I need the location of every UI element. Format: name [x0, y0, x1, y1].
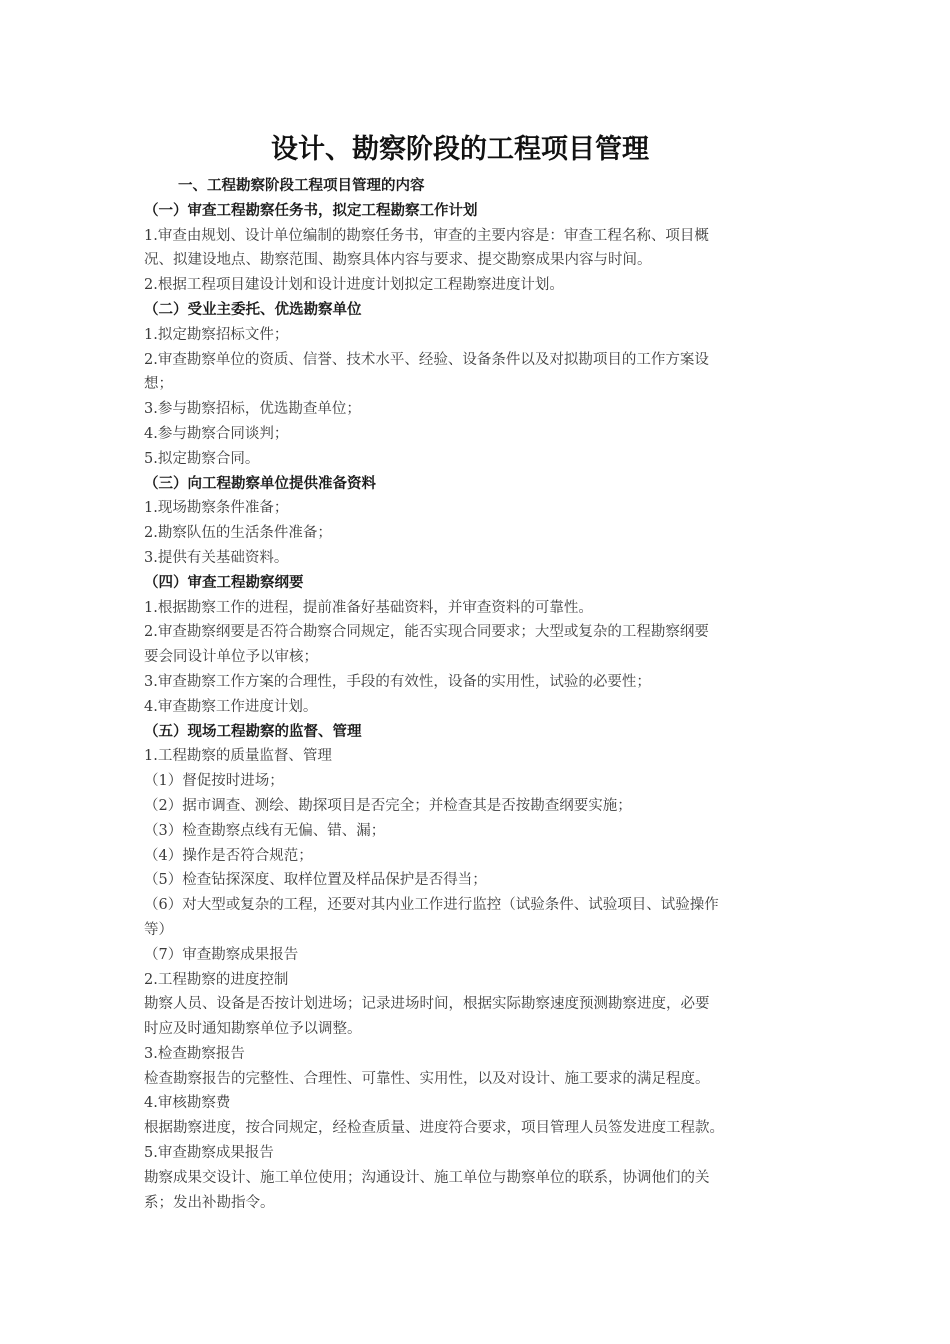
text-line: 况、拟建设地点、勘察范围、勘察具体内容与要求、提交勘察成果内容与时间。: [144, 252, 652, 269]
text-line: 想；: [144, 376, 173, 393]
text-line: 2.工程勘察的进度控制: [144, 971, 289, 988]
section-heading: 一、工程勘察阶段工程项目管理的内容: [178, 177, 425, 194]
section-heading: （四）审查工程勘察纲要: [144, 573, 304, 591]
text-line: 时应及时通知勘察单位予以调整。: [144, 1021, 362, 1038]
text-line: 要会同设计单位予以审核；: [144, 649, 318, 666]
text-line: 1.拟定勘察招标文件；: [144, 326, 289, 343]
text-line: 勘察人员、设备是否按计划进场；记录进场时间，根据实际勘察速度预测勘察进度，必要: [144, 996, 710, 1013]
text-line: 5.审查勘察成果报告: [144, 1145, 274, 1162]
text-line: （7）审查勘察成果报告: [144, 946, 299, 963]
section-heading: （一）审查工程勘察任务书，拟定工程勘察工作计划: [144, 201, 478, 219]
text-line: 1.现场勘察条件准备；: [144, 500, 289, 517]
text-line: （3）检查勘察点线有无偏、错、漏；: [144, 822, 386, 839]
text-line: 1.工程勘察的质量监督、管理: [144, 748, 332, 765]
text-line: 1.根据勘察工作的进程，提前准备好基础资料，并审查资料的可靠性。: [144, 599, 593, 616]
text-line: （6）对大型或复杂的工程，还要对其内业工作进行监控（试验条件、试验项目、试验操作: [144, 897, 719, 914]
text-line: 4.参与勘察合同谈判；: [144, 425, 289, 442]
section-heading: （二）受业主委托、优选勘察单位: [144, 300, 362, 318]
text-line: 4.审核勘察费: [144, 1095, 231, 1112]
text-line: 检查勘察报告的完整性、合理性、可靠性、实用性，以及对设计、施工要求的满足程度。: [144, 1070, 710, 1087]
text-line: 3.提供有关基础资料。: [144, 549, 289, 566]
text-line: 等）: [144, 921, 173, 938]
document-body: [144, 174, 812, 1215]
section-heading: （三）向工程勘察单位提供准备资料: [144, 474, 376, 492]
text-line: 系；发出补勘指令。: [144, 1194, 275, 1211]
text-line: 4.审查勘察工作进度计划。: [144, 698, 318, 715]
text-line: 3.检查勘察报告: [144, 1045, 245, 1062]
text-line: 根据勘察进度，按合同规定，经检查质量、进度符合要求，项目管理人员签发进度工程款。: [144, 1120, 724, 1137]
text-line: 3.审查勘察工作方案的合理性，手段的有效性，设备的实用性，试验的必要性；: [144, 673, 651, 690]
text-line: 1.审查由规划、设计单位编制的勘察任务书，审查的主要内容是：审查工程名称、项目概: [144, 227, 709, 244]
text-line: 2.审查勘察纲要是否符合勘察合同规定，能否实现合同要求；大型或复杂的工程勘察纲要: [144, 624, 709, 641]
text-line: （4）操作是否符合规范；: [144, 847, 313, 864]
text-line: （1）督促按时进场；: [144, 773, 284, 790]
text-line: 5.拟定勘察合同。: [144, 450, 260, 467]
text-line: 2.审查勘察单位的资质、信誉、技术水平、经验、设备条件以及对拟勘项目的工作方案设: [144, 351, 709, 368]
text-line: 勘察成果交设计、施工单位使用；沟通设计、施工单位与勘察单位的联系，协调他们的关: [144, 1169, 710, 1186]
text-line: 3.参与勘察招标，优选勘查单位；: [144, 401, 361, 418]
section-heading: （五）现场工程勘察的监督、管理: [144, 722, 362, 740]
text-line: （5）检查钻探深度、取样位置及样品保护是否得当；: [144, 872, 487, 889]
text-line: （2）据市调查、测绘、勘探项目是否完全；并检查其是否按勘查纲要实施；: [144, 797, 632, 814]
text-line: 2.根据工程项目建设计划和设计进度计划拟定工程勘察进度计划。: [144, 277, 564, 294]
document-title: 设计、勘察阶段的工程项目管理: [271, 134, 649, 165]
text-line: 2.勘察队伍的生活条件准备；: [144, 525, 332, 542]
